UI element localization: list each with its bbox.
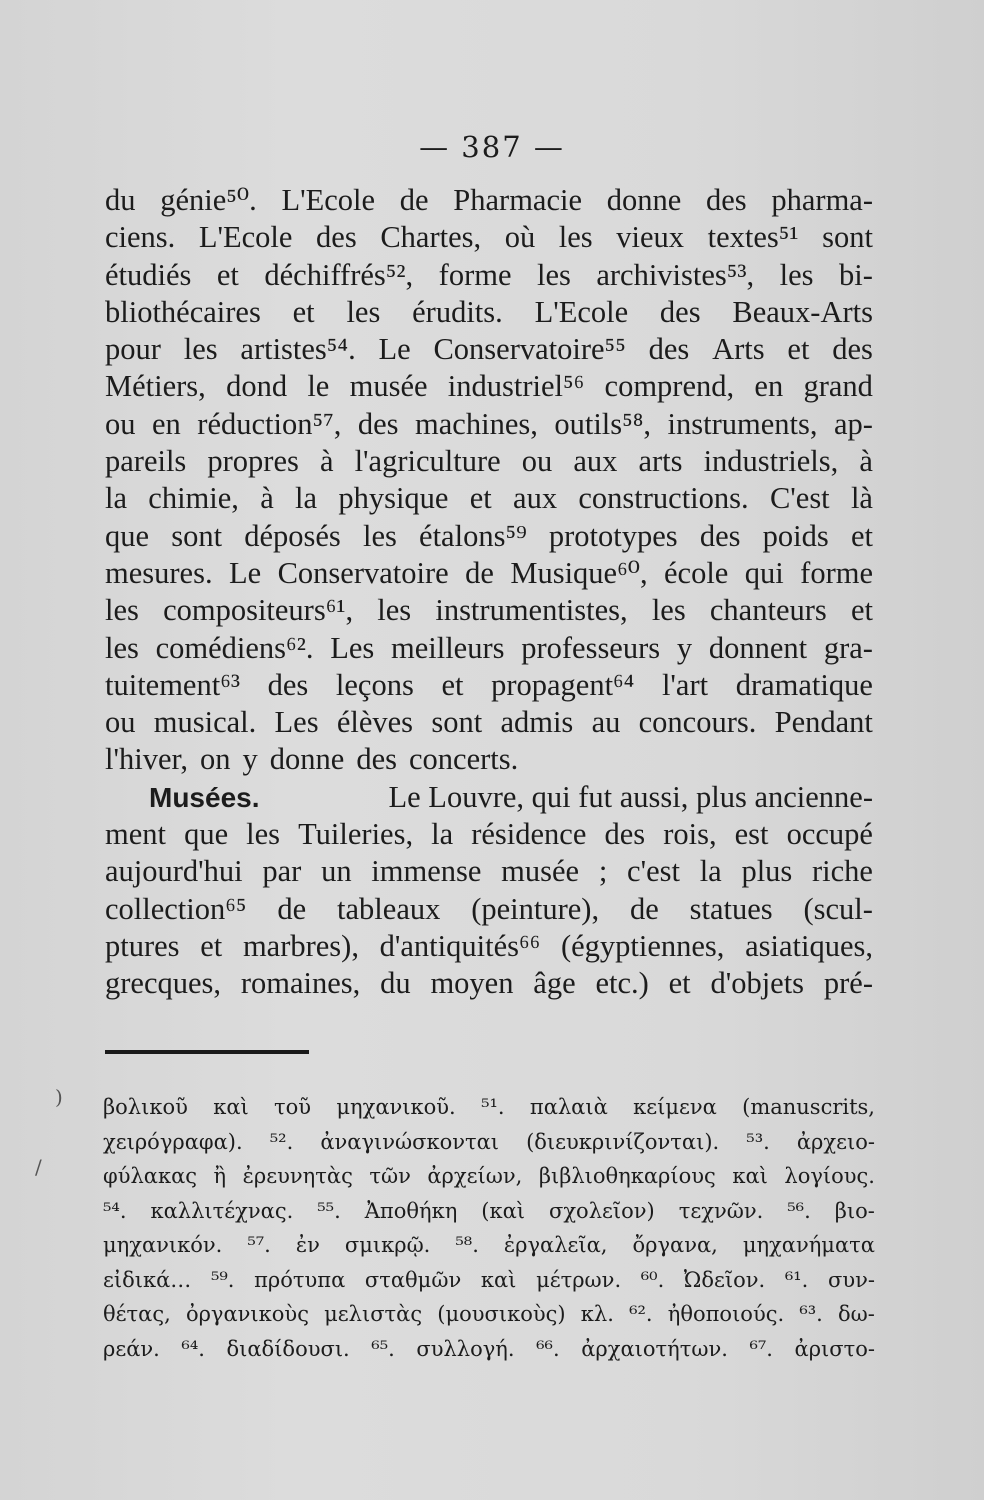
text-line: ou en réduction⁵⁷, des machines, outils⁵⁸, instruments, ap- bbox=[105, 406, 873, 441]
text-line: les compositeurs⁶¹, les instrumentistes, les chanteurs et bbox=[105, 593, 873, 628]
margin-mark: / bbox=[35, 1155, 42, 1179]
text-line: étudiés et déchiffrés⁵², forme les archivistes⁵³, les bi- bbox=[105, 257, 873, 292]
text-line: aujourd'hui par un immense musée ; c'est la plus riche bbox=[105, 854, 873, 889]
margin-mark: ) bbox=[55, 1085, 63, 1109]
text-line: bliothécaires et les érudits. L'Ecole des Beaux-Arts bbox=[105, 294, 873, 329]
text-line: les comédiens⁶². Les meilleurs professeurs y donnent gra- bbox=[105, 630, 873, 665]
text-line: l'hiver, on y donne des concerts. bbox=[105, 742, 519, 777]
text-line: que sont déposés les étalons⁵⁹ prototypes des poids et bbox=[105, 518, 873, 553]
footnotes bbox=[103, 1090, 875, 1366]
text-line: ment que les Tuileries, la résidence des rois, est occupé bbox=[105, 817, 873, 852]
text-line: tuitement⁶³ des leçons et propagent⁶⁴ l'art dramatique bbox=[105, 667, 873, 702]
footnote-line: χειρόγραφα). ⁵². ἀναγινώσκονται (διευκρινίζονται). ⁵³. ἀρχειο- bbox=[103, 1129, 875, 1154]
footnote-line: θέτας, ὀργανικοὺς μελιστὰς (μουσικοὺς) κλ. ⁶². ἠθοποιούς. ⁶³. δω- bbox=[103, 1302, 875, 1326]
text-line: collection⁶⁵ de tableaux (peinture), de statues (scul- bbox=[105, 891, 873, 926]
text-line: ciens. L'Ecole des Chartes, où les vieux textes⁵¹ sont bbox=[105, 220, 873, 255]
section-line bbox=[105, 779, 873, 816]
text-line: mesures. Le Conservatoire de Musique⁶⁰, école qui forme bbox=[105, 555, 873, 590]
footnote-line: μηχανικόν. ⁵⁷. ἐν σμικρῷ. ⁵⁸. ἐργαλεῖα, ὄργανα, μηχανήματα bbox=[103, 1233, 875, 1257]
main-text bbox=[105, 182, 873, 1003]
footnote-line: εἰδικά… ⁵⁹. πρότυπα σταθμῶν καὶ μέτρων. ⁶⁰. Ὠδεῖον. ⁶¹. συν- bbox=[103, 1267, 875, 1292]
footnote-line: βολικοῦ καὶ τοῦ μηχανικοῦ. ⁵¹. παλαιὰ κείμενα (manuscrits, bbox=[103, 1095, 875, 1119]
page-number: — 387 — bbox=[419, 130, 565, 164]
footnote-line: ⁵⁴. καλλιτέχνας. ⁵⁵. Ἀποθήκη (καὶ σχολεῖον) τεχνῶν. ⁵⁶. βιο- bbox=[103, 1198, 875, 1223]
text-line: ou musical. Les élèves sont admis au concours. Pendant bbox=[105, 705, 873, 740]
text-line: ptures et marbres), d'antiquités⁶⁶ (égyptiennes, asiatiques, bbox=[105, 928, 873, 963]
text-line: pareils propres à l'agriculture ou aux arts industriels, à bbox=[105, 444, 873, 479]
footnote-line: φύλακας ἢ ἐρευνητὰς τῶν ἀρχείων, βιβλιοθηκαρίους καὶ λογίους. bbox=[103, 1164, 875, 1188]
footnote-divider bbox=[105, 1050, 309, 1054]
footnote-line: ρεάν. ⁶⁴. διαδίδουσι. ⁶⁵. συλλογή. ⁶⁶. ἀρχαιοτήτων. ⁶⁷. ἀριστο- bbox=[103, 1336, 875, 1361]
text-line: grecques, romaines, du moyen âge etc.) et d'objets pré- bbox=[105, 966, 873, 1001]
text-line: Métiers, dond le musée industriel⁵⁶ comprend, en grand bbox=[105, 369, 873, 404]
text-line: du génie⁵⁰. L'Ecole de Pharmacie donne des pharma- bbox=[105, 183, 873, 217]
text-line: pour les artistes⁵⁴. Le Conservatoire⁵⁵ des Arts et des bbox=[105, 332, 873, 367]
text-line: la chimie, à la physique et aux constructions. C'est là bbox=[105, 481, 873, 516]
section-heading: Musées. bbox=[149, 781, 260, 813]
text-line-rest: Le Louvre, qui fut aussi, plus ancienne- bbox=[388, 779, 873, 814]
